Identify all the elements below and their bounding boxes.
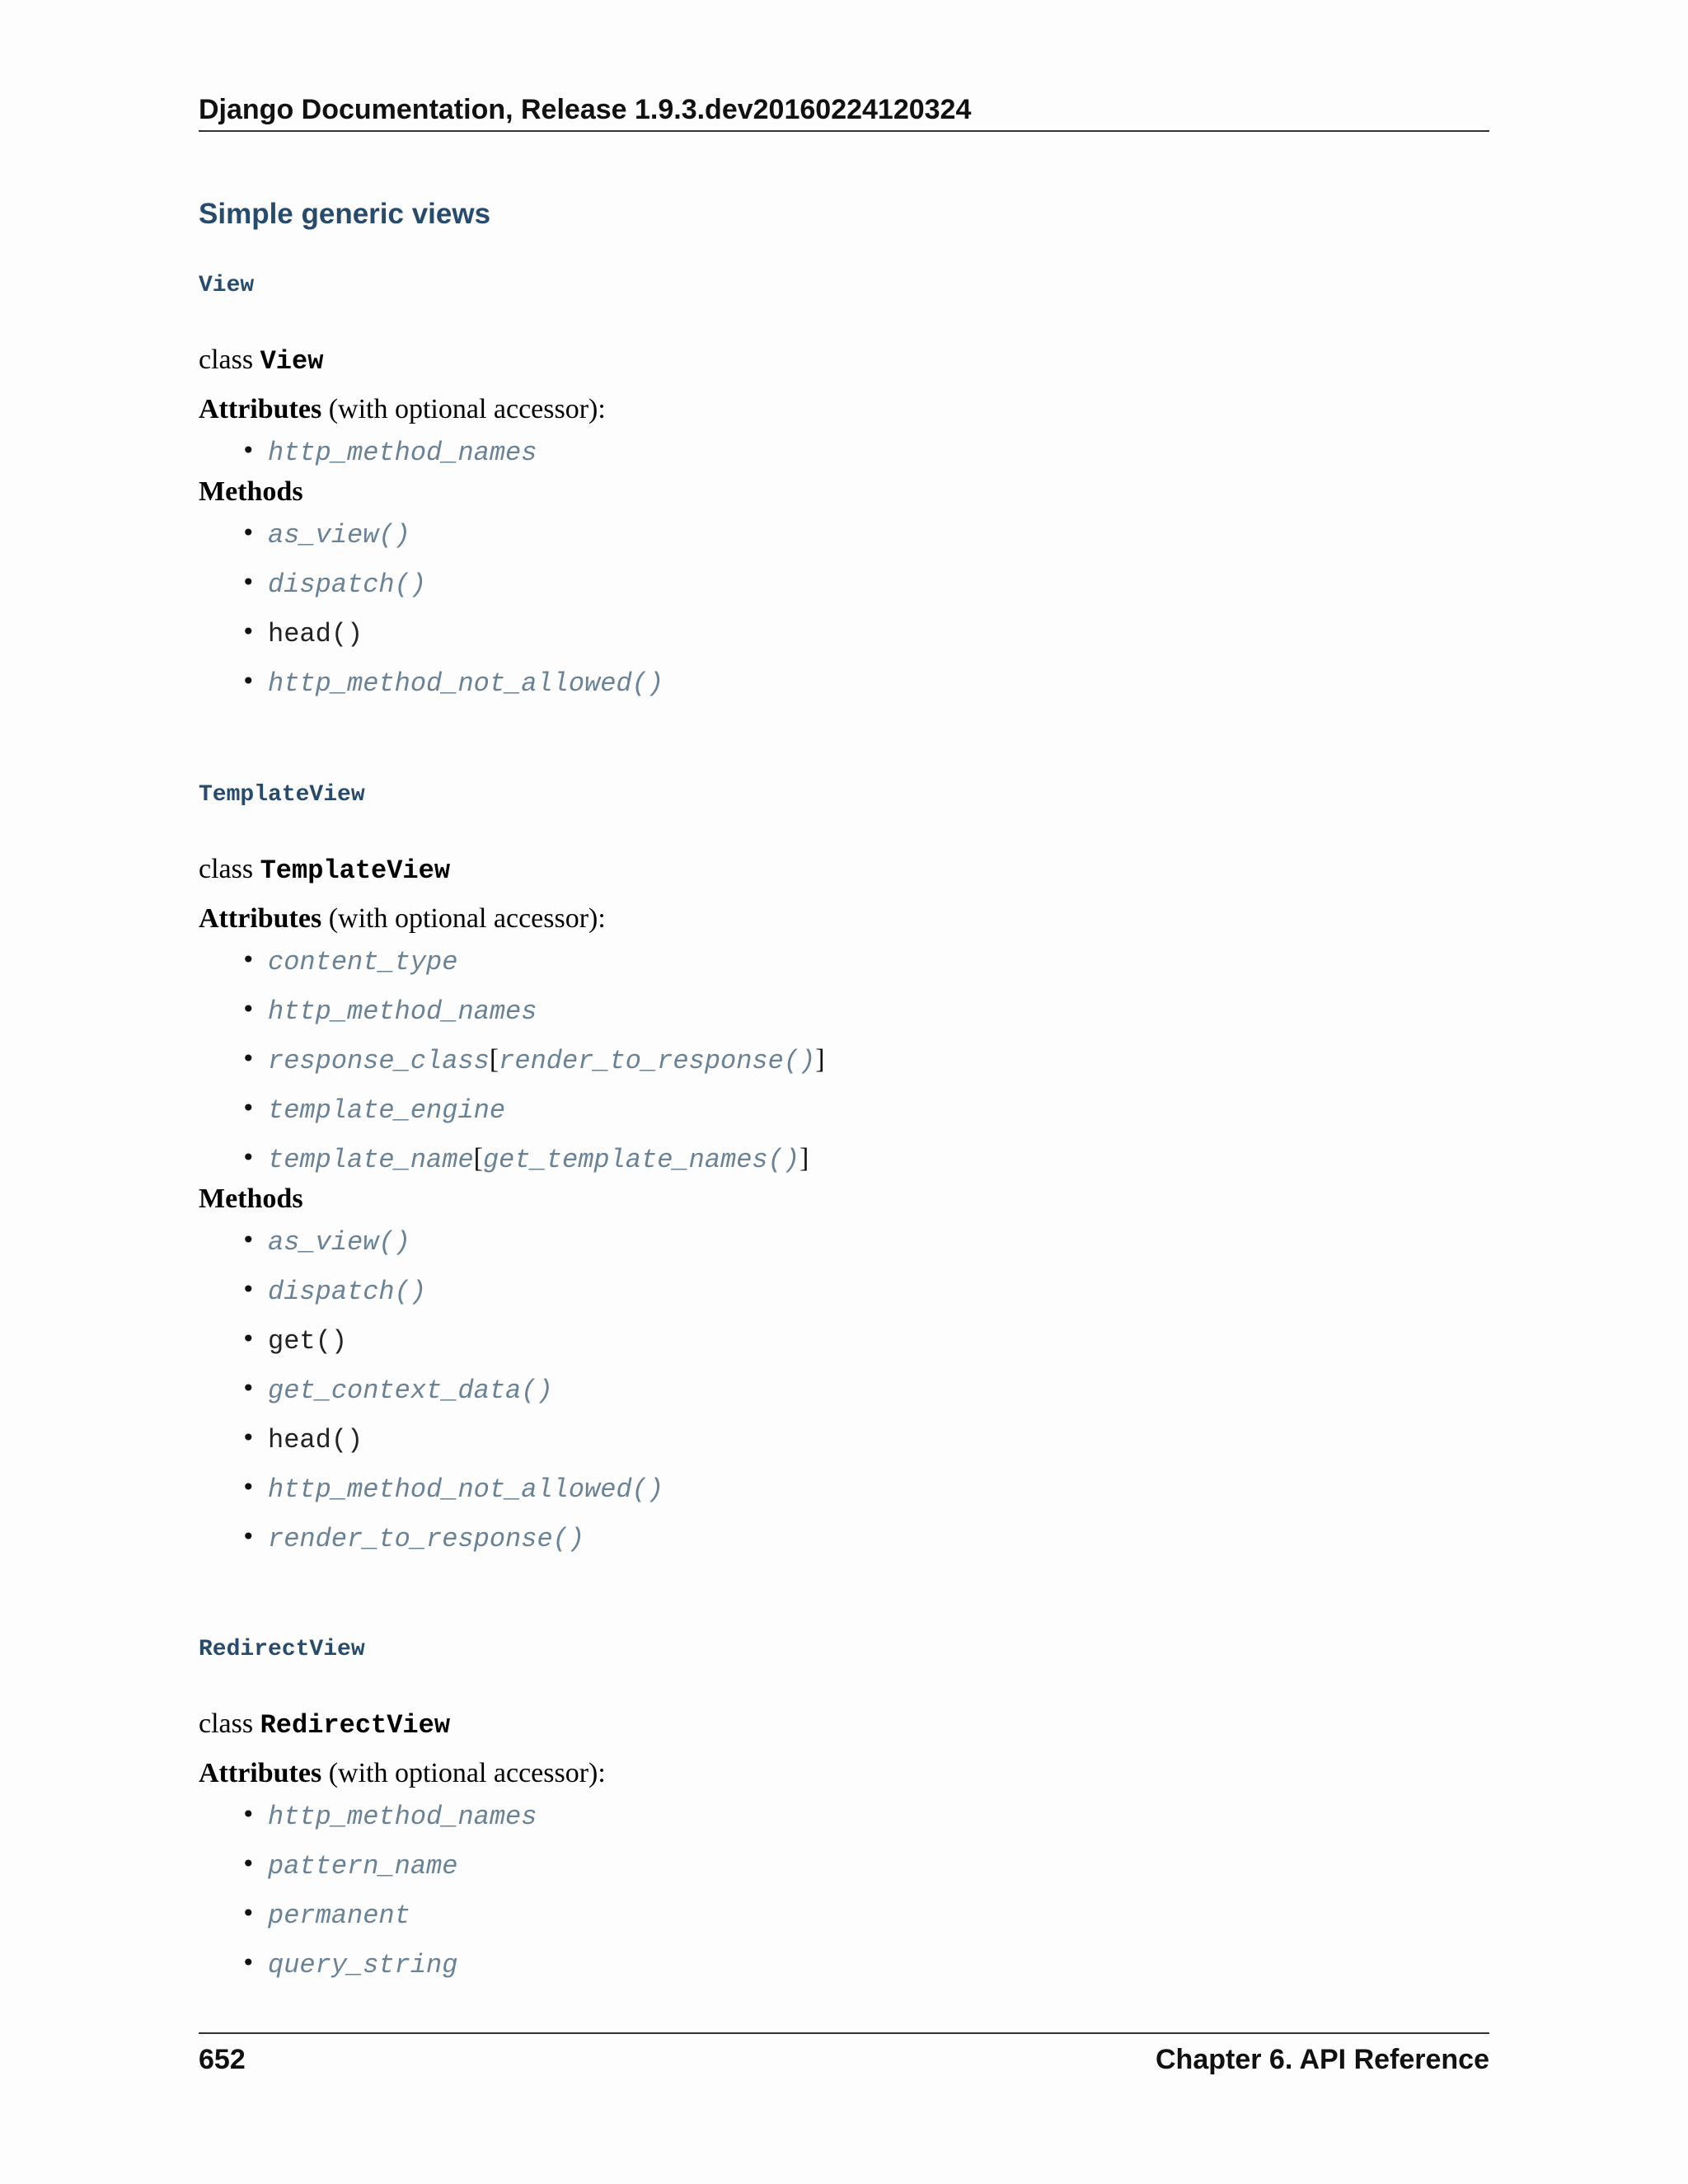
list-item <box>199 426 1489 476</box>
methods-list <box>199 509 1489 706</box>
view-heading[interactable]: RedirectView <box>199 1637 365 1662</box>
attributes-heading <box>199 1757 1489 1790</box>
list-item <box>199 1463 1489 1512</box>
open-bracket: [ <box>489 1044 499 1075</box>
list-item <box>199 1840 1489 1889</box>
item-link[interactable]: template_engine <box>268 1095 506 1126</box>
item-link[interactable]: http_method_not_allowed() <box>268 668 664 699</box>
close-bracket: ] <box>799 1143 809 1174</box>
methods-list <box>199 1216 1489 1562</box>
item-link[interactable]: pattern_name <box>268 1851 458 1882</box>
item-link[interactable]: dispatch() <box>268 569 427 600</box>
item-link[interactable]: get_context_data() <box>268 1376 553 1406</box>
attributes-label: Attributes <box>199 903 322 934</box>
class-signature <box>199 344 1489 377</box>
list-item <box>199 935 1489 985</box>
attributes-heading <box>199 902 1489 935</box>
attributes-note: (with optional accessor): <box>328 903 606 934</box>
item-link[interactable]: response_class <box>268 1046 490 1076</box>
methods-heading <box>199 1183 1489 1216</box>
methods-heading <box>199 476 1489 509</box>
section-title: Simple generic views <box>199 198 491 230</box>
class-name: TemplateView <box>260 855 451 886</box>
list-item <box>199 1034 1489 1084</box>
class-keyword: class <box>199 854 254 884</box>
item-link[interactable]: http_method_names <box>268 438 537 468</box>
open-bracket: [ <box>473 1143 483 1174</box>
item-link[interactable]: render_to_response() <box>268 1524 585 1554</box>
item-link[interactable]: template_name <box>268 1145 474 1175</box>
item-link[interactable]: as_view() <box>268 520 410 551</box>
close-bracket: ] <box>815 1044 825 1075</box>
item-link[interactable]: content_type <box>268 947 458 977</box>
page-header <box>199 92 1489 132</box>
list-item <box>199 558 1489 607</box>
chapter-title: Chapter 6. API Reference <box>1156 2044 1489 2075</box>
view-section-redirectview <box>199 1633 1489 1988</box>
page-footer <box>199 2032 1489 2076</box>
list-item <box>199 509 1489 558</box>
list-item <box>199 1265 1489 1315</box>
item-name: head() <box>268 1425 363 1455</box>
class-keyword: class <box>199 344 254 375</box>
list-item <box>199 1133 1489 1183</box>
item-link[interactable]: query_string <box>268 1950 458 1980</box>
item-name: head() <box>268 619 363 649</box>
attributes-label: Attributes <box>199 1758 322 1788</box>
accessor-link[interactable]: get_template_names() <box>482 1145 800 1175</box>
attributes-heading <box>199 393 1489 426</box>
list-item <box>199 1315 1489 1364</box>
item-link[interactable]: permanent <box>268 1900 410 1931</box>
attributes-list <box>199 1790 1489 1988</box>
class-signature <box>199 853 1489 886</box>
item-link[interactable]: http_method_not_allowed() <box>268 1474 664 1505</box>
item-link[interactable]: http_method_names <box>268 996 537 1027</box>
item-link[interactable]: http_method_names <box>268 1802 537 1832</box>
list-item <box>199 1512 1489 1562</box>
class-name: View <box>260 346 324 377</box>
methods-label: Methods <box>199 1183 303 1214</box>
page-number: 652 <box>199 2044 246 2075</box>
view-heading[interactable]: TemplateView <box>199 782 365 808</box>
class-name: RedirectView <box>260 1710 451 1741</box>
attributes-list <box>199 426 1489 476</box>
list-item <box>199 1889 1489 1938</box>
item-link[interactable]: as_view() <box>268 1227 410 1258</box>
view-section-templateview <box>199 779 1489 1562</box>
list-item <box>199 985 1489 1034</box>
item-link[interactable]: dispatch() <box>268 1277 427 1307</box>
list-item <box>199 657 1489 706</box>
list-item <box>199 1364 1489 1413</box>
class-signature <box>199 1708 1489 1741</box>
accessor-link[interactable]: render_to_response() <box>499 1046 816 1076</box>
attributes-note: (with optional accessor): <box>328 1758 606 1788</box>
list-item <box>199 607 1489 657</box>
list-item <box>199 1938 1489 1988</box>
list-item <box>199 1084 1489 1133</box>
list-item <box>199 1413 1489 1463</box>
view-heading[interactable]: View <box>199 273 255 298</box>
list-item <box>199 1790 1489 1840</box>
attributes-note: (with optional accessor): <box>328 394 606 424</box>
class-keyword: class <box>199 1708 254 1739</box>
attributes-label: Attributes <box>199 394 322 424</box>
item-name: get() <box>268 1326 348 1357</box>
attributes-list <box>199 935 1489 1183</box>
list-item <box>199 1216 1489 1265</box>
running-title: Django Documentation, Release 1.9.3.dev20160224120324 <box>199 94 972 125</box>
methods-label: Methods <box>199 476 303 507</box>
view-section-view <box>199 269 1489 706</box>
